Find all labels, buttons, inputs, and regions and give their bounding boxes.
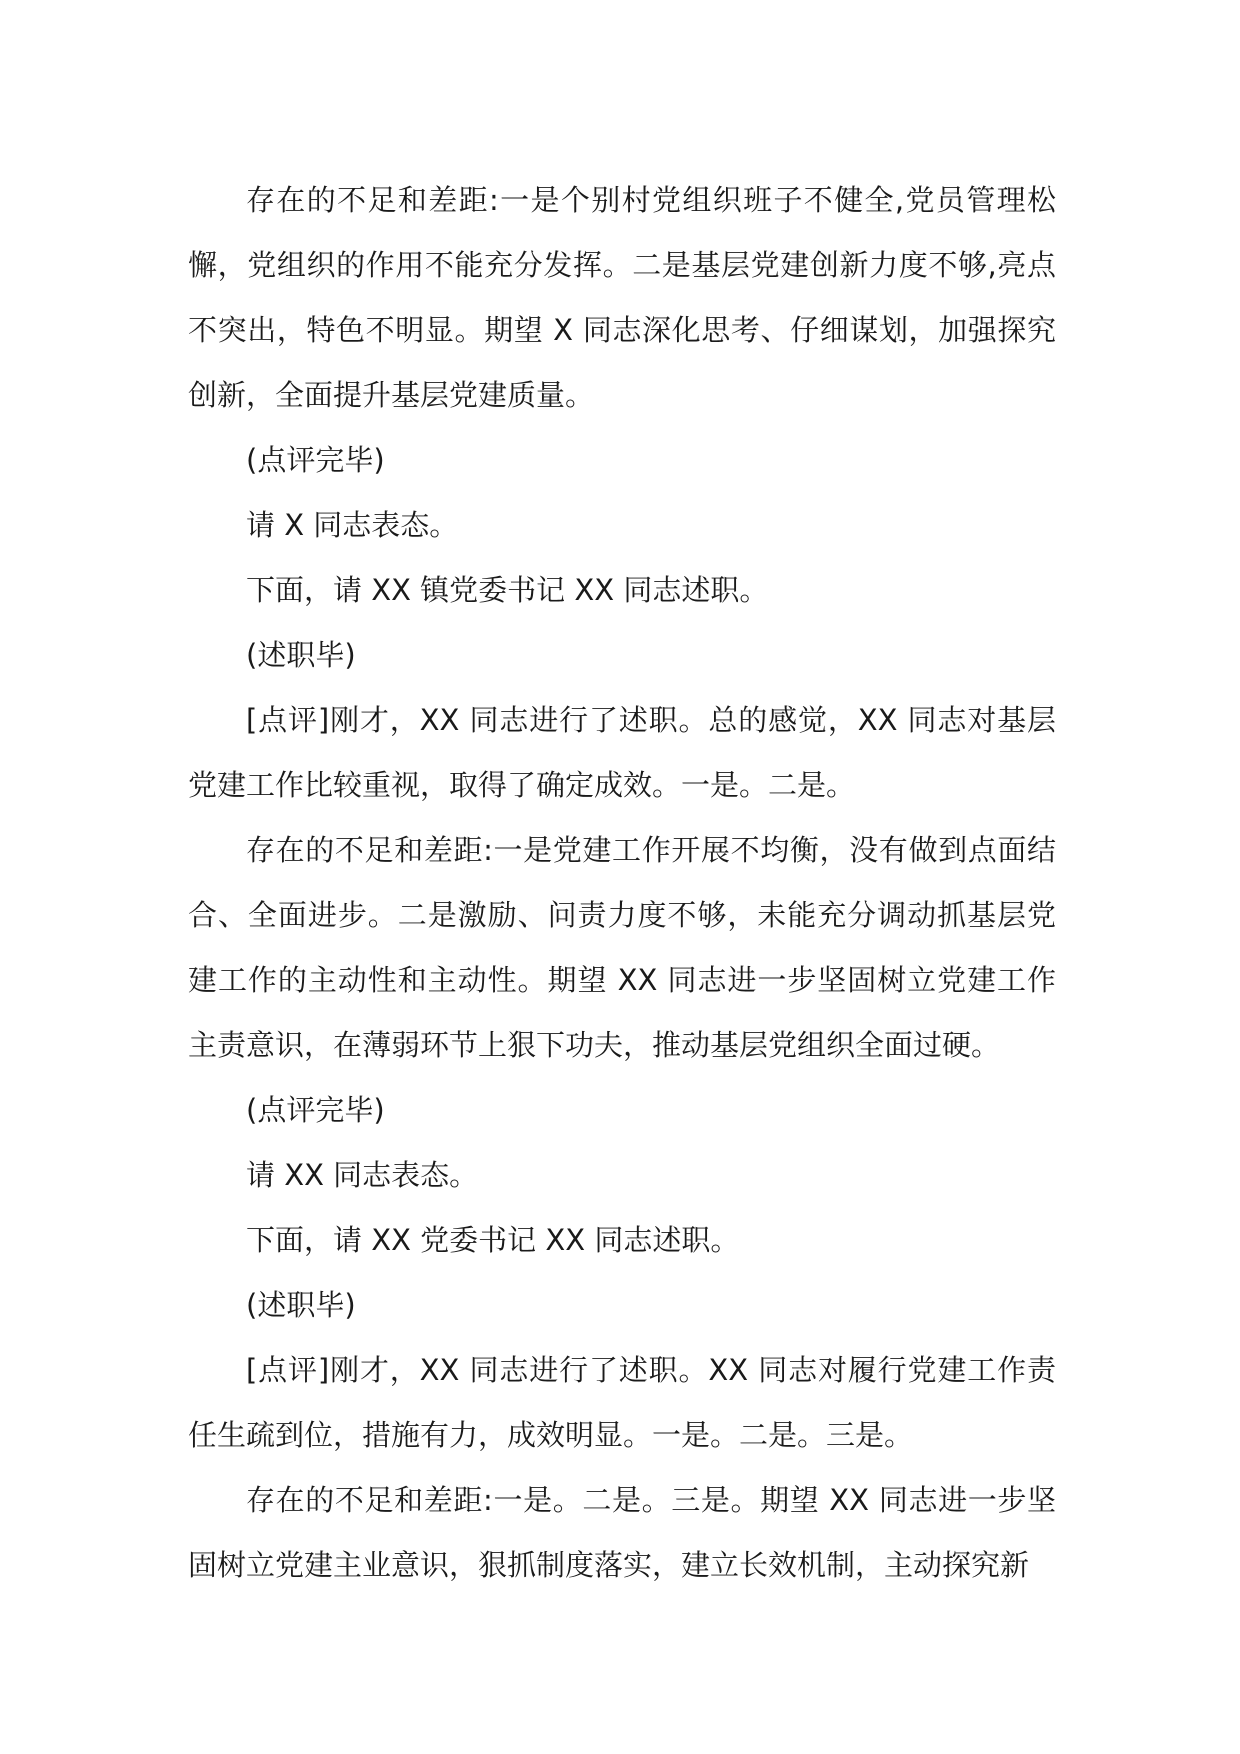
paragraph: 请 XX 同志表态。 [246,1158,479,1192]
paragraph: 存在的不足和差距:一是党建工作开展不均衡，没有做到点面结合、全面进步。二是激励、问责力度不够，未能充分调动抓基层党建工作的主动性和主动性。期望 XX 同志进一步坚固树立党建工作主责意识，在薄弱环节上狠下功夫，推动基层党组织全面过硬。 [188,833,1056,1062]
paragraph: (点评完毕) [246,443,385,477]
paragraph: 存在的不足和差距:一是。二是。三是。期望 XX 同志进一步坚固树立党建主业意识，狠抓制度落实，建立长效机制，主动探究新 [188,1483,1056,1582]
paragraph: (点评完毕) [246,1093,385,1127]
paragraph: [点评]刚才，XX 同志进行了述职。XX 同志对履行党建工作责任生疏到位，措施有力，成效明显。一是。二是。三是。 [188,1353,1056,1452]
paragraph: 存在的不足和差距:一是个别村党组织班子不健全,党员管理松懈，党组织的作用不能充分发挥。二是基层党建创新力度不够,亮点不突出，特色不明显。期望 X 同志深化思考、仔细谋划，加强探究创新，全面提升基层党建质量。 [188,183,1056,412]
document-body [188,168,1056,1598]
paragraph: (述职毕) [246,638,356,672]
paragraph: 请 X 同志表态。 [246,508,459,542]
paragraph: (述职毕) [246,1288,356,1322]
paragraph: 下面，请 XX 镇党委书记 XX 同志述职。 [246,573,769,607]
paragraph: [点评]刚才，XX 同志进行了述职。总的感觉，XX 同志对基层党建工作比较重视，取得了确定成效。一是。二是。 [188,703,1056,802]
paragraph: 下面，请 XX 党委书记 XX 同志述职。 [246,1223,740,1257]
